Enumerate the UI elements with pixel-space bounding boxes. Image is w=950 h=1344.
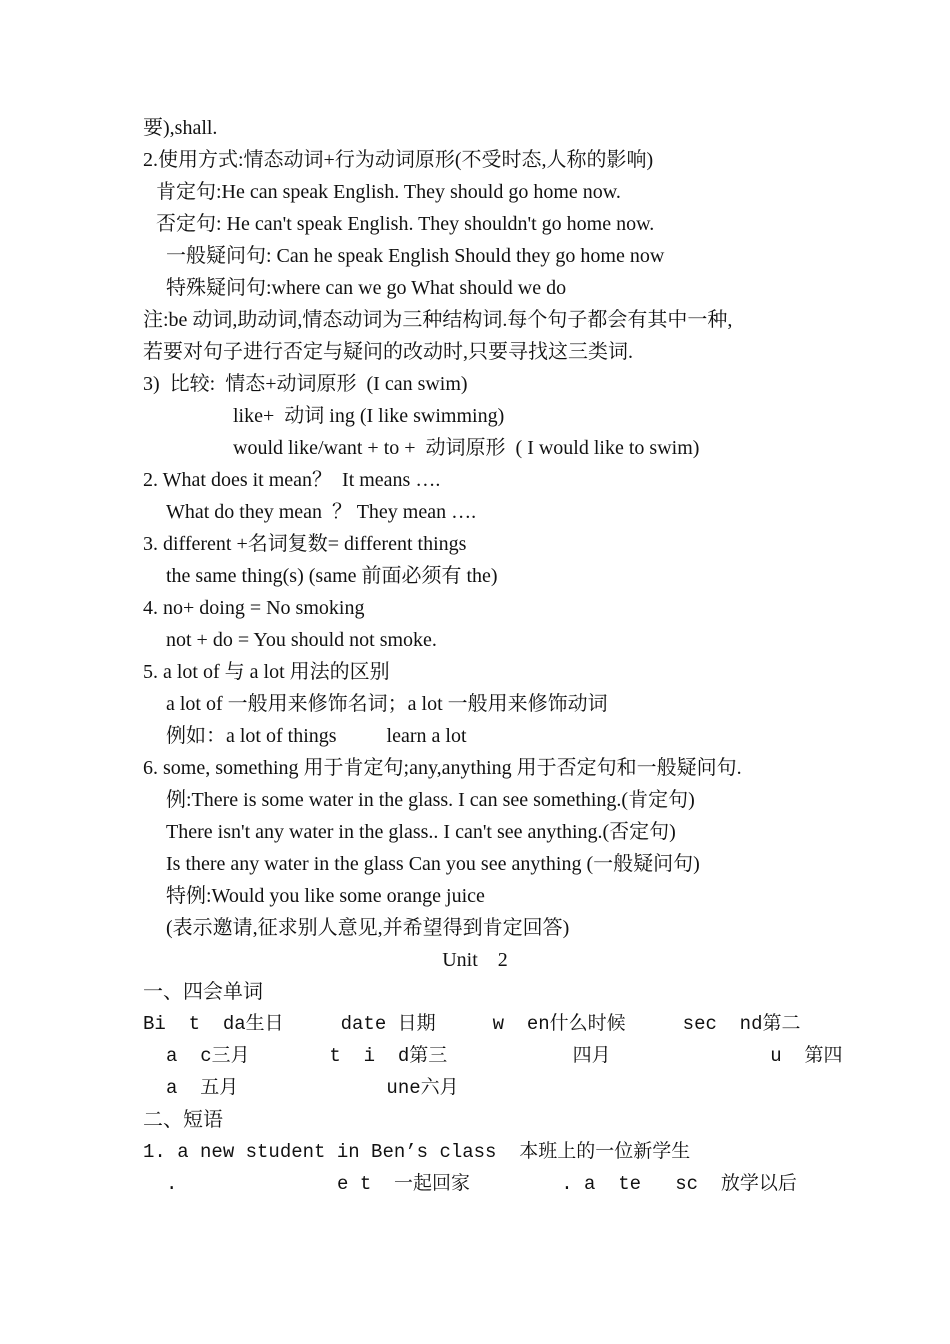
text-line-22: 例:There is some water in the glass. I can see something.(肯定句) xyxy=(166,789,695,811)
text-line-16: 4. no+ doing = No smoking xyxy=(143,597,365,619)
text-line-5: 一般疑问句: Can he speak English Should they go home now xyxy=(166,245,665,267)
text-line-25: 特例:Would you like some orange juice xyxy=(166,885,485,907)
text-line-9: 3) 比较: 情态+动词原形 (I can swim) xyxy=(143,373,468,395)
text-line-3: 肯定句:He can speak English. They should go home now. xyxy=(156,181,621,203)
text-line-20: 例如：a lot of things learn a lot xyxy=(166,725,467,747)
vocab-line-1: Bi t da生日 date 日期 w en什么时候 sec nd第二 xyxy=(143,1013,801,1035)
vocab-line-2: a c三月 t i d第三 四月 u 第四 xyxy=(166,1045,843,1067)
vocab-line-3: a 五月 une六月 xyxy=(166,1077,459,1099)
text-line-10: like+ 动词 ing (I like swimming) xyxy=(233,405,505,427)
text-line-11: would like/want + to + 动词原形 ( I would like to swim) xyxy=(233,437,700,459)
text-line-15: the same thing(s) (same 前面必须有 the) xyxy=(166,565,498,587)
text-line-7: 注:be 动词,助动词,情态动词为三种结构词.每个句子都会有其中一种, xyxy=(143,309,733,331)
text-line-1: 要),shall. xyxy=(143,117,218,139)
section-heading-words: 一、四会单词 xyxy=(143,981,263,1003)
phrase-line-1: 1. a new student in Ben’s class 本班上的一位新学生 xyxy=(143,1141,691,1163)
text-line-8: 若要对句子进行否定与疑问的改动时,只要寻找这三类词. xyxy=(143,341,633,363)
section-heading-phrases: 二、短语 xyxy=(143,1109,223,1131)
text-line-4: 否定句: He can't speak English. They shouldn't go home now. xyxy=(156,213,655,235)
text-line-2: 2.使用方式:情态动词+行为动词原形(不受时态,人称的影响) xyxy=(143,149,654,171)
text-line-13: What do they mean ？ They mean …. xyxy=(166,501,477,523)
text-line-21: 6. some, something 用于肯定句;any,anything 用于否定句和一般疑问句. xyxy=(143,757,742,779)
text-line-17: not + do = You should not smoke. xyxy=(166,629,437,651)
text-line-18: 5. a lot of 与 a lot 用法的区别 xyxy=(143,661,390,683)
text-line-12: 2. What does it mean？ It means …. xyxy=(143,469,441,491)
text-line-24: Is there any water in the glass Can you see anything (一般疑问句) xyxy=(166,853,700,875)
text-line-6: 特殊疑问句:where can we go What should we do xyxy=(166,277,567,299)
text-line-23: There isn't any water in the glass.. I can't see anything.(否定句) xyxy=(166,821,676,843)
phrase-line-2: . e t 一起回家 . a te sc 放学以后 xyxy=(166,1173,797,1195)
text-line-26: (表示邀请,征求别人意见,并希望得到肯定回答) xyxy=(166,917,570,939)
text-line-19: a lot of 一般用来修饰名词；a lot 一般用来修饰动词 xyxy=(166,693,608,715)
unit-heading: Unit 2 xyxy=(442,949,508,971)
text-line-14: 3. different +名词复数= different things xyxy=(143,533,467,555)
